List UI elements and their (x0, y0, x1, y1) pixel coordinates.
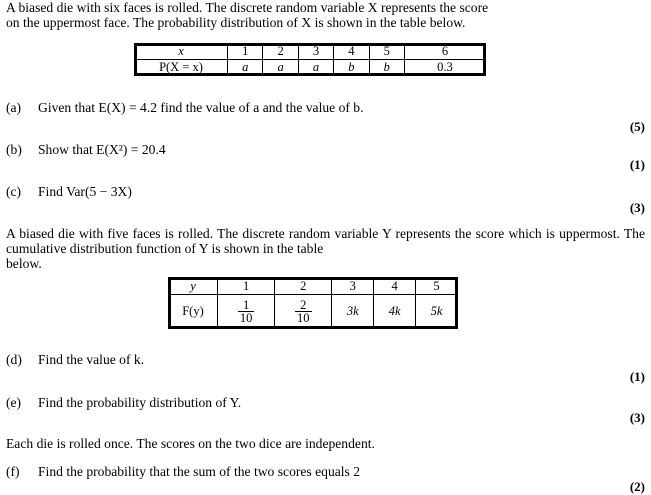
question-d-label: (d) (6, 352, 22, 367)
table1-header-row (135, 44, 486, 60)
table1-p-3: a (298, 60, 333, 76)
table1-x-3: 3 (298, 44, 333, 60)
question-f-label: (f) (6, 464, 20, 479)
question-b-marks: (1) (629, 157, 645, 172)
table1-x-4: 4 (334, 44, 369, 60)
table1-p-2: a (263, 60, 298, 76)
intro2-line1: A biased die with five faces is rolled. The discrete random variable Y represents the score (6, 226, 505, 241)
question-e-marks: (3) (629, 410, 645, 425)
table1-x-5: 5 (369, 44, 404, 60)
table2-y-1: 1 (218, 278, 275, 295)
table1-p-4: b (334, 60, 369, 76)
question-b (6, 142, 166, 157)
independence-statement: Each die is rolled once. The scores on the two dice are independent. (6, 436, 375, 451)
table2-f-5: 5k (416, 295, 458, 329)
question-f-text: Find the probability that the sum of the two scores equals 2 (38, 464, 361, 479)
table2-y-3: 3 (332, 278, 374, 295)
question-a-marks: (5) (629, 119, 645, 134)
table2-f-1 (218, 295, 275, 329)
table1-x-2: 2 (263, 44, 298, 60)
question-b-text: Show that E(X²) = 20.4 (38, 142, 166, 157)
cumulative-distribution-table-y (168, 277, 458, 329)
question-c-marks: (3) (629, 200, 645, 215)
question-f-marks: (2) (629, 479, 645, 494)
table2-y-4: 4 (374, 278, 416, 295)
intro-paragraph-five-faced-die (6, 226, 645, 271)
table2-row-label: F(y) (169, 295, 218, 329)
table2-cdf-row (169, 295, 458, 329)
question-c-text: Find Var(5 − 3X) (38, 184, 132, 199)
table1-header-label: x (135, 44, 228, 60)
question-d (6, 352, 144, 367)
table2-header-row (169, 278, 458, 295)
question-a-label: (a) (6, 100, 22, 115)
table1-row-label: P(X = x) (135, 60, 228, 76)
intro2-line3: below. (6, 256, 42, 271)
table1-p-1: a (228, 60, 263, 76)
intro2-line2: which is uppermost. The cumulative distribution function of Y is shown in the table (6, 226, 645, 256)
table1-x-1: 1 (228, 44, 263, 60)
question-e (6, 395, 241, 410)
table2-f-3: 3k (332, 295, 374, 329)
question-c (6, 184, 132, 199)
probability-distribution-table-x (134, 43, 486, 76)
question-b-label: (b) (6, 142, 22, 157)
table1-p-5: b (369, 60, 404, 76)
question-d-text: Find the value of k. (38, 352, 145, 367)
question-d-marks: (1) (629, 369, 645, 384)
table2-y-2: 2 (275, 278, 332, 295)
intro1-line1: A biased die with six faces is rolled. The discrete random variable X represents the score (6, 0, 489, 15)
question-e-text: Find the probability distribution of Y. (38, 395, 242, 410)
table2-f-2 (275, 295, 332, 329)
question-a (6, 100, 364, 115)
question-f (6, 464, 360, 479)
table2-y-5: 5 (416, 278, 458, 295)
question-c-label: (c) (6, 184, 22, 199)
table2-header-label: y (169, 278, 218, 295)
table1-p-6: 0.3 (404, 60, 485, 76)
fraction-one-tenth: $\frac{1}{10}$ (239, 298, 253, 325)
table2-f-4: 4k (374, 295, 416, 329)
intro-paragraph-six-faced-die (6, 0, 645, 30)
question-a-text: Given that E(X) = 4.2 find the value of a and the value of b. (38, 100, 364, 115)
table1-x-6: 6 (404, 44, 485, 60)
fraction-two-tenths: $\frac{2}{10}$ (297, 298, 310, 325)
question-e-label: (e) (6, 395, 22, 410)
table1-prob-row (135, 60, 486, 76)
intro1-line2: on the uppermost face. The probability distribution of X is shown in the table below. (6, 15, 466, 30)
